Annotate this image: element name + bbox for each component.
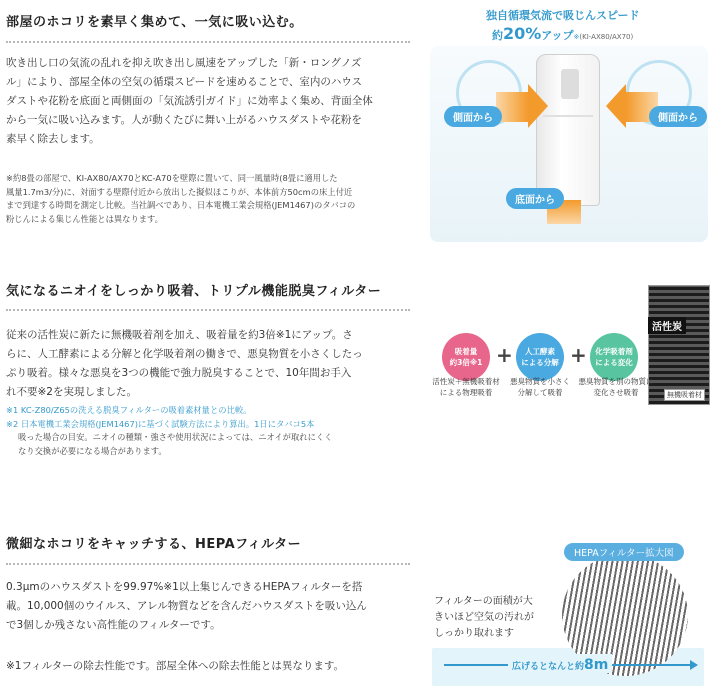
airflow-figure xyxy=(430,4,708,244)
text-line: ル」により、部屋全体の空気の循環スピードを速めることで、室内のハウス xyxy=(6,76,363,88)
headline-suffix: アップ xyxy=(541,29,574,42)
arrow-left-icon xyxy=(606,84,626,128)
caption-line: 変化させ吸着 xyxy=(593,387,639,397)
text-line: ダストや花粉を底面と両側面の「気流誘引ガイド」に効率よく集め、背面全体 xyxy=(6,95,373,107)
plus-icon: + xyxy=(496,343,513,367)
note-line: なり交換が必要になる場合があります。 xyxy=(18,445,167,456)
text-line: らに、人工酵素による分解と化学吸着剤の働きで、悪臭物質を小さくしたっ xyxy=(6,348,363,360)
figure-headline-2 xyxy=(492,24,633,43)
text-line: から一気に吸い込みます。人が動くたびに舞い上がるハウスダストや花粉を xyxy=(6,114,362,126)
inorganic-label: 無機吸着材 xyxy=(664,389,705,401)
section1-heading: 部屋のホコリを素早く集めて、一気に吸い込む。 xyxy=(6,15,303,30)
caption-line: 悪臭物質を小さく xyxy=(510,377,570,386)
note-line: まで到達する時間を測定し比較。当社調べであり、日本電機工業会規格(JEM1467)のタバコの xyxy=(6,200,356,211)
text-line: ぷり吸着。様々な悪臭を3つの機能で強力脱臭することで、10年間お手入 xyxy=(6,367,352,379)
hepa-text-line: フィルターの面積が大 xyxy=(434,596,533,607)
text-line: 吹き出し口の気流の乱れを抑え吹き出し風速をアップした「新・ロングノズ xyxy=(6,57,362,69)
deodorizing-filter-figure xyxy=(426,285,710,410)
section2-heading: 気になるニオイをしっかり吸着、トリプル機能脱臭フィルター xyxy=(6,284,382,299)
note-line: 粉じんによる集じん性能とは異なります。 xyxy=(6,213,163,224)
note-line: ※1 KC-Z80/Z65の洗える脱臭フィルターの吸着素材量との比較。 xyxy=(6,405,252,415)
circle-line: 人工酵素 xyxy=(525,347,555,356)
length-value: 8m xyxy=(584,657,609,673)
label-side-right: 側面から xyxy=(649,106,707,127)
label-bottom: 底面から xyxy=(506,188,564,209)
text-line: れ不要※2を実現しました。 xyxy=(6,386,137,398)
circle-line: 吸着量 xyxy=(454,347,478,356)
section3-note: ※1フィルターの除去性能です。部屋全体への除去性能とは異なります。 xyxy=(6,660,345,672)
length-label xyxy=(508,654,612,673)
length-prefix: 広げるとなんと約 xyxy=(512,662,585,672)
carbon-filter-illustration xyxy=(648,285,710,405)
note-line: ※2 日本電機工業会規格(JEM1467)に基づく試験方法により算出。1日にタバコ5本 xyxy=(6,418,315,429)
circle-line: による分解 xyxy=(521,358,559,367)
section2-notes xyxy=(6,404,426,458)
circle-line: 化学吸着剤 xyxy=(595,347,633,356)
section1-body xyxy=(6,54,421,149)
headline-model: (KI-AX80/AX70) xyxy=(579,33,634,41)
note-line: ※約8畳の部屋で、KI-AX80/AX70とKC-A70を壁際に置いて、同一風量時(8畳に適用した xyxy=(6,173,338,183)
caption-line: 悪臭物質を別の物質に xyxy=(578,377,654,386)
arrow-right-icon xyxy=(690,660,698,670)
hepa-text-line: しっかり取れます xyxy=(434,628,514,639)
hepa-text-line: きいほど空気の汚れが xyxy=(434,612,534,623)
caption-1 xyxy=(424,377,508,398)
hepa-label: HEPAフィルター拡大図 xyxy=(564,543,684,561)
purifier-line xyxy=(543,115,593,117)
hepa-description xyxy=(434,594,556,642)
section3-body xyxy=(6,578,426,635)
chemical-circle xyxy=(590,333,638,381)
caption-2 xyxy=(502,377,578,398)
headline-prefix: 約 xyxy=(492,29,503,42)
adsorption-circle xyxy=(442,333,490,381)
carbon-label: 活性炭 xyxy=(648,317,686,334)
arrow-right-icon xyxy=(528,84,548,128)
section3-heading: 微細なホコリをキャッチする、HEPAフィルター xyxy=(6,537,302,552)
circle-line: 約3倍※1 xyxy=(449,358,483,367)
headline-mark: ※ xyxy=(573,33,580,41)
enzyme-circle xyxy=(516,333,564,381)
text-line: 載。10,000個のウイルス、アレル物質などを含んだハウスダストを吸い込ん xyxy=(6,600,367,612)
caption-line: 活性炭＋無機吸着材 xyxy=(432,377,500,386)
hepa-figure xyxy=(428,540,710,690)
purifier-display-panel xyxy=(561,69,579,99)
text-line: 従来の活性炭に新たに無機吸着剤を加え、吸着量を約3倍※1にアップ。さ xyxy=(6,329,353,341)
section2-body xyxy=(6,326,421,402)
circle-line: による変化 xyxy=(595,358,633,367)
headline-percent: 20% xyxy=(503,24,542,43)
air-purifier-illustration xyxy=(536,54,600,206)
text-line: 0.3μmのハウスダストを99.97%※1以上集じんできるHEPAフィルターを搭 xyxy=(6,581,363,593)
caption-line: による物理吸着 xyxy=(439,387,493,397)
figure-headline-1: 独自循環気流で吸じんスピード xyxy=(486,9,640,22)
section1-divider xyxy=(6,41,410,43)
note-line: 風量1.7m3/分)に、対面する壁際付近から放出した擬似ほこりが、本体前方50cmの床上付近 xyxy=(6,186,353,197)
caption-line: 分解して吸着 xyxy=(517,387,563,397)
section3-divider xyxy=(6,563,410,565)
plus-icon: + xyxy=(570,343,587,367)
text-line: 素早く除去します。 xyxy=(6,133,100,145)
label-side-left: 側面から xyxy=(444,106,502,127)
section1-note xyxy=(6,172,421,226)
text-line: で3個しか残さない高性能のフィルターです。 xyxy=(6,619,221,631)
note-line: 吸った場合の目安。ニオイの種類・強さや使用状況によっては、ニオイが取れにくく xyxy=(18,432,333,443)
section2-divider xyxy=(6,309,410,311)
caption-3 xyxy=(576,377,656,398)
